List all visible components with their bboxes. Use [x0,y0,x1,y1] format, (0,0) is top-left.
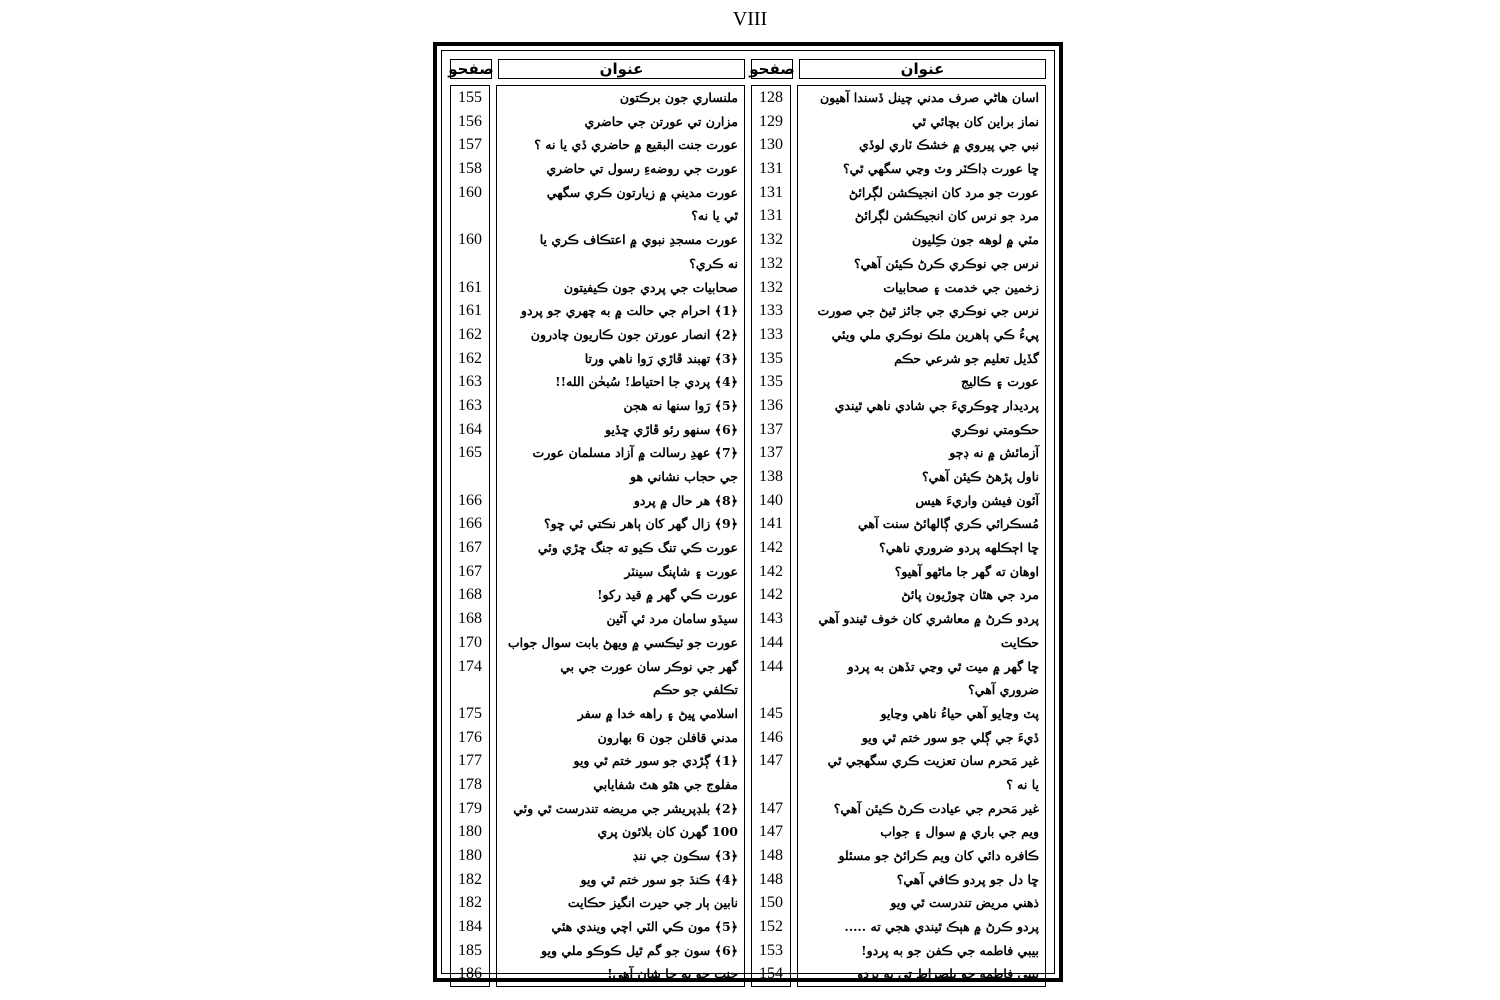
toc-page-number: 162 [458,325,482,343]
toc-page-number: 180 [458,823,482,841]
toc-page-number: 142 [759,562,783,580]
page-header: صفحو [749,60,795,78]
toc-entry-title: نماز براين کان بچائي ٿي [912,113,1039,129]
toc-page-number: 135 [759,373,783,391]
toc-page-number: 147 [759,752,783,770]
toc-entry-title: نبي جي پيروي ۾ خشڪ ٽاري لوڏي [859,137,1039,153]
toc-entry-title: يا نه ؟ [1006,776,1039,792]
toc-page-number: 137 [759,420,783,438]
toc-entry-title: مرد جو نرس کان انجيڪشن لڳرائڻ [854,208,1039,224]
toc-page-number: 186 [458,965,482,983]
toc-entry-title: بيبي فاطمه جي ڪفن جو به پردو! [861,942,1039,958]
toc-page-number: 177 [458,752,482,770]
toc-page-number: 163 [458,396,482,414]
toc-entry-title: پيءُ ڪي ٻاهرين ملڪ نوڪري ملي ويئي [831,326,1039,342]
toc-page-number: 131 [759,183,783,201]
toc-entry-title: نرس جي نوڪري ڪرڻ ڪيئن آهي؟ [854,255,1039,271]
toc-page-number: 131 [759,160,783,178]
toc-page-number: 168 [458,610,482,628]
toc-page-number: 160 [458,183,482,201]
toc-page-number: 141 [759,515,783,533]
toc-entry-title: غير مَحرم سان تعزيت ڪري سگهجي ٿي [827,753,1039,769]
toc-page-number: 161 [458,302,482,320]
toc-page-number: 167 [458,539,482,557]
toc-page-number: 138 [759,468,783,485]
toc-entry-title: ڏيءَ جي ڳلي جو سور ختم ٿي ويو [861,729,1039,745]
toc-page-number: 147 [759,799,783,817]
toc-entry-title: ڇا اڄڪلهه پردو ضروري ناهي؟ [879,540,1039,556]
toc-entry-title: مٽي ۾ لوهه جون ڪِليون [912,232,1039,248]
title-header: عنوان [498,59,745,79]
toc-entry-title: آزمائش ۾ نه ڊڄو [949,445,1039,461]
toc-left-column [448,59,745,983]
toc-entry-title: اسان هاڻي صرف مدني چينل ڏسندا آهيون [819,90,1039,105]
toc-page-number: 130 [759,136,783,154]
toc-page-number: 160 [458,231,482,249]
toc-page-number: 170 [458,633,482,651]
toc-entry-title: عورت ڪي تنگ ڪيو ته جنگ ڇڙي وئي [537,540,738,556]
page-number-list [450,85,490,987]
toc-page-number: 148 [759,870,783,888]
toc-entry-title: گهر جي نوڪر سان عورت جي بي [560,658,738,674]
toc-page-number: 131 [759,207,783,225]
toc-page-number: 180 [458,847,482,864]
toc-entry-title: ﴿4﴾ پردي جا احتياط! سُبحٰن الله!! [555,374,738,390]
toc-entry-title: پرديدار ڇوڪريءَ جي شادي ناهي ٿيندي [834,397,1039,413]
toc-page-number: 142 [759,539,783,557]
toc-page-number [451,465,489,489]
toc-page-number: 150 [759,894,783,912]
toc-page-number: 144 [759,657,783,675]
toc-page-number: 135 [759,349,783,367]
toc-entry-title: پٽ وڃايو آهي حياءُ ناهي وڃايو [880,705,1039,721]
toc-page-number: 133 [759,325,783,343]
toc-entry-title: مُسڪرائي ڪري ڳالهائڻ سنت آهي [857,516,1039,532]
toc-page-number: 137 [759,444,783,462]
toc-page-number [752,773,790,797]
toc-entry-title: ناول پڙهڻ ڪيئن آهي؟ [922,469,1039,484]
toc-entry-title: عورت جو مرد کان انجيڪشن لڳرائڻ [848,184,1039,200]
toc-page-number: 158 [458,160,482,178]
toc-entry-title: ﴿5﴾ مون ڪي الٽي اچي ويندي هئي [551,919,738,935]
toc-page-number: 164 [458,420,482,438]
toc-entry-title: عورت ڪي گهر ۾ قيد رکو! [597,587,738,603]
toc-entry-title: پردو ڪرڻ ۾ معاشري کان خوف ٿيندو آهي [818,611,1039,627]
toc-page-number: 161 [458,278,482,296]
page-number: VIII [732,8,768,30]
toc-page-number: 184 [458,918,482,936]
toc-entry-title: ﴿2﴾ بلڊپريشر جي مريضه تندرست ٿي وئي [513,800,738,816]
toc-entry-title: ﴿1﴾ ڳڙدي جو سور ختم ٿي ويو [573,753,738,769]
toc-entry-title: ڇا عورت ڊاڪٽر وٽ وڃي سگهي ٿي؟ [842,161,1039,177]
toc-entry-title: ﴿3﴾ تهبند ڦاڙي رَوا ناهي ورتا [584,350,738,366]
toc-page-number: 136 [759,396,783,414]
toc-entry-title: عورت جي روضهءِ رسول تي حاضري [546,161,738,177]
toc-entry-title: ڇا دل جو پردو ڪافي آهي؟ [896,871,1039,887]
toc-entry-title: جنت جو به ڇا شان آهي! [607,966,738,982]
toc-entry-title: ﴿7﴾ عهدِ رسالت ۾ آزاد مسلمان عورت [532,445,738,461]
toc-page-number: 174 [458,657,482,675]
toc-page-number: 178 [458,775,482,793]
toc-page-number: 129 [759,112,783,130]
title-header: عنوان [799,59,1046,79]
page-number-list [751,85,791,987]
toc-entry-title: زخمين جي خدمت ۽ صحابيات [883,279,1039,295]
toc-frame-inner [441,50,1055,983]
toc-page-number: 148 [759,847,783,864]
toc-entry-title: ﴿6﴾ سون جو گم ٿيل ڪوڪو ملي ويو [541,942,738,958]
page-header: صفحو [448,60,494,78]
toc-entry-title: ڪافره دائي کان ويم ڪرائڻ جو مسئلو [838,848,1039,863]
toc-entry-title: عورت ۽ ڪاليج [960,374,1039,390]
toc-page-number: 165 [458,444,482,462]
toc-page-number: 132 [759,231,783,249]
toc-page-number [451,204,489,228]
toc-entry-title: ﴿8﴾ هر حال ۾ پردو [633,492,738,508]
toc-page-number: 182 [458,870,482,888]
toc-page-number: 176 [458,728,482,746]
toc-entry-title: ﴿6﴾ سنهو رئو ڦاڙي ڇڏيو [604,421,738,437]
toc-right-column [749,59,1046,983]
toc-entry-title: ذهني مريض تندرست ٿي ويو [890,895,1039,911]
toc-page-number [451,678,489,702]
toc-entry-title: عورت ۽ شاپنگ سينٽر [624,563,738,579]
toc-page-number: 132 [759,278,783,296]
toc-entry-title: مرد جي هٿان چوڙيون پائڻ [901,587,1039,603]
toc-page-number: 168 [458,586,482,604]
toc-page-number: 147 [759,823,783,841]
toc-frame [433,42,1063,982]
toc-page-number [752,678,790,702]
toc-entry-title: اوهان ته گهر جا ماڻهو آهيو؟ [894,563,1039,579]
toc-entry-title: عورت جو ٽيڪسي ۾ ويهڻ بابت سوال جواب [507,634,738,650]
toc-page-number: 167 [458,562,482,580]
toc-entry-title: ﴿3﴾ سڪون جي ننڊ [632,848,738,863]
toc-entry-title: بيبي فاطمه جو پلصراط تي به پردو [857,966,1039,982]
toc-entry-title: نابين ٻار جي حيرت انگيز حڪايت [567,895,738,911]
toc-entry-title: حڪومتي نوڪري [951,421,1039,437]
toc-page-number: 146 [759,728,783,746]
toc-left-rows [450,85,745,987]
toc-entry-title: 100 گهرن کان بلائون پري [597,824,738,840]
toc-page-number: 185 [458,941,482,959]
toc-entry-title: ضروري آهي؟ [968,682,1039,698]
toc-entry-title: ﴿4﴾ ڪنڌ جو سور ختم ٿي ويو [580,871,738,887]
toc-page-number: 133 [759,302,783,320]
title-list [496,85,745,987]
toc-entry-title: عورت جنت البقيع ۾ حاضري ڏي يا نه ؟ [534,137,738,153]
toc-entry-title: صحابيات جي پردي جون ڪيفيتون [563,279,738,295]
toc-entry-title: اسلامي ڀيڻ ۽ راهه خدا ۾ سفر [577,705,738,721]
toc-page-number: 142 [759,586,783,604]
toc-page-number: 179 [458,799,482,817]
toc-page-number [451,252,489,276]
toc-page-number: 166 [458,515,482,533]
toc-entry-title: ﴿1﴾ احرام جي حالت ۾ به چهري جو پردو [520,303,738,319]
toc-entry-title: مفلوج جي هٿو هٿ شفايابي [593,776,738,792]
toc-entry-title: پردو ڪرڻ ۾ هٻڪ ٿيندي هجي ته ..... [844,919,1039,935]
toc-entry-title: جي حجاب نشاني هو [630,469,738,484]
toc-entry-title: سيڌو سامان مرد ئي آڻين [606,611,738,627]
toc-page-number: 155 [458,89,482,106]
toc-entry-title: مدني قافلن جون 6 بهارون [597,729,738,745]
toc-entry-title: ﴿9﴾ زال گهر کان ٻاهر نڪتي ئي ڇو؟ [544,516,738,532]
toc-columns [448,59,1046,983]
toc-entry-title: ﴿2﴾ انصار عورتن جون ڪاريون چادرون [530,326,738,342]
toc-entry-title: تڪلفي جو حڪم [653,682,738,698]
toc-page-number: 152 [759,918,783,936]
toc-page-number: 128 [759,89,783,106]
toc-entry-title: حڪايت [1000,634,1039,650]
toc-page-number: 166 [458,491,482,509]
toc-entry-title: ڇا گهر ۾ ميت ٿي وڃي تڏهن به پردو [847,658,1039,674]
toc-entry-title: عورت مسجدِ نبوي ۾ اعتڪاف ڪري يا [539,232,738,248]
toc-page-number: 182 [458,894,482,912]
toc-entry-title: عورت مدينې ۾ زيارتون ڪري سگهي [546,184,738,200]
toc-page-number: 132 [759,254,783,272]
toc-page-number: 175 [458,704,482,722]
toc-page-number: 156 [458,112,482,130]
toc-entry-title: نرس جي نوڪري جي جائز ٿيڻ جي صورت [817,303,1039,319]
toc-page-number: 144 [759,633,783,651]
toc-page-number: 157 [458,136,482,154]
toc-page-number: 162 [458,349,482,367]
toc-entry-title: گڏيل تعليم جو شرعي حڪم [894,350,1039,366]
toc-entry-title: نه ڪري؟ [689,255,738,271]
toc-left-header [450,59,745,79]
toc-page-number: 143 [759,610,783,628]
toc-right-rows [751,85,1046,987]
toc-page-number: 140 [759,491,783,509]
toc-entry-title: ﴿5﴾ رَوا سنها نه هجن [623,397,738,413]
toc-page-number: 145 [759,704,783,722]
toc-right-header [751,59,1046,79]
toc-entry-title: ملنساري جون برڪتون [619,90,738,105]
toc-entry-title: آئون فيشن واريءَ هيس [915,492,1039,508]
toc-entry-title: ٿي يا نه؟ [691,208,738,224]
toc-page-number: 154 [759,965,783,983]
toc-page-number: 163 [458,373,482,391]
title-list [797,85,1046,987]
toc-entry-title: غير مَحرم جي عيادت ڪرڻ ڪيئن آهي؟ [833,800,1039,816]
toc-entry-title: مزارن تي عورتن جي حاضري [584,113,738,129]
toc-page-number: 153 [759,941,783,959]
toc-entry-title: ويم جي باري ۾ سوال ۽ جواب [880,824,1039,840]
